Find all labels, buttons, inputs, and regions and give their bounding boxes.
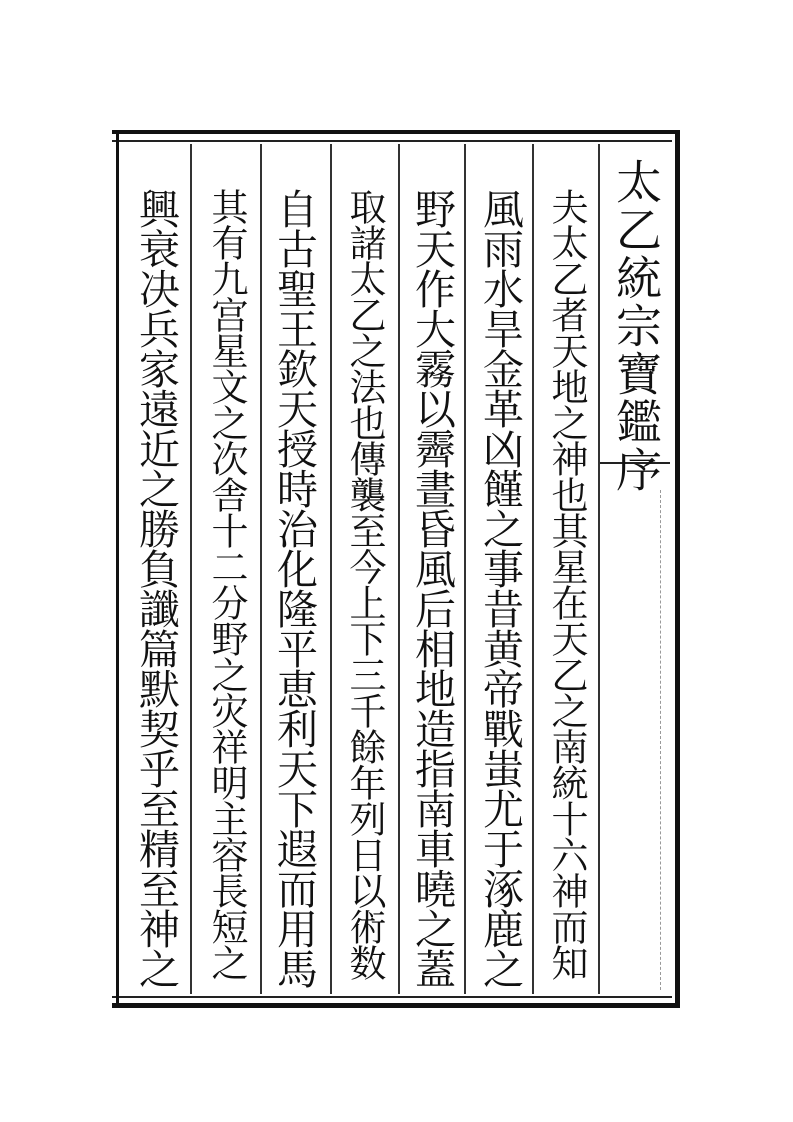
- column-rule: [398, 144, 400, 994]
- text-column-2: 風雨水旱金革凶饉之事昔黄帝戰蚩尤于涿鹿之: [476, 188, 524, 988]
- text-column-1: 夫太乙者天地之神也其星在天乙之南統十六神而知: [545, 188, 588, 980]
- bottom-inner-border: [112, 996, 672, 998]
- right-border: [675, 130, 680, 1008]
- text-column-5: 自古聖王欽天授時治化隆平恵利天下遐而用馬: [270, 188, 318, 988]
- column-rule: [532, 144, 534, 994]
- page-frame: [112, 130, 680, 1008]
- text-column-3: 野天作大霧以霽晝昏風后相地造指南車曉之蓋: [408, 188, 456, 988]
- column-rule: [190, 144, 192, 994]
- text-column-6: 其有九宫星文之次舎十二分野之灾祥明主容長短之: [205, 188, 248, 980]
- bottom-border: [112, 1003, 680, 1008]
- document-title: 太乙統宗寶鑑序: [609, 158, 663, 494]
- top-inner-border: [112, 140, 672, 142]
- text-column-4: 取諸太乙之法也傳襲至今上下三千餘年列日以術数: [343, 188, 386, 980]
- blank-margin-strip: [660, 490, 673, 990]
- column-rule: [330, 144, 332, 994]
- text-column-7: 興衰决兵家遠近之勝負讖篇默契乎至精至神之: [132, 188, 180, 988]
- top-border: [112, 130, 680, 134]
- column-rule: [464, 144, 466, 994]
- column-rule: [260, 144, 262, 994]
- left-border: [116, 130, 119, 1008]
